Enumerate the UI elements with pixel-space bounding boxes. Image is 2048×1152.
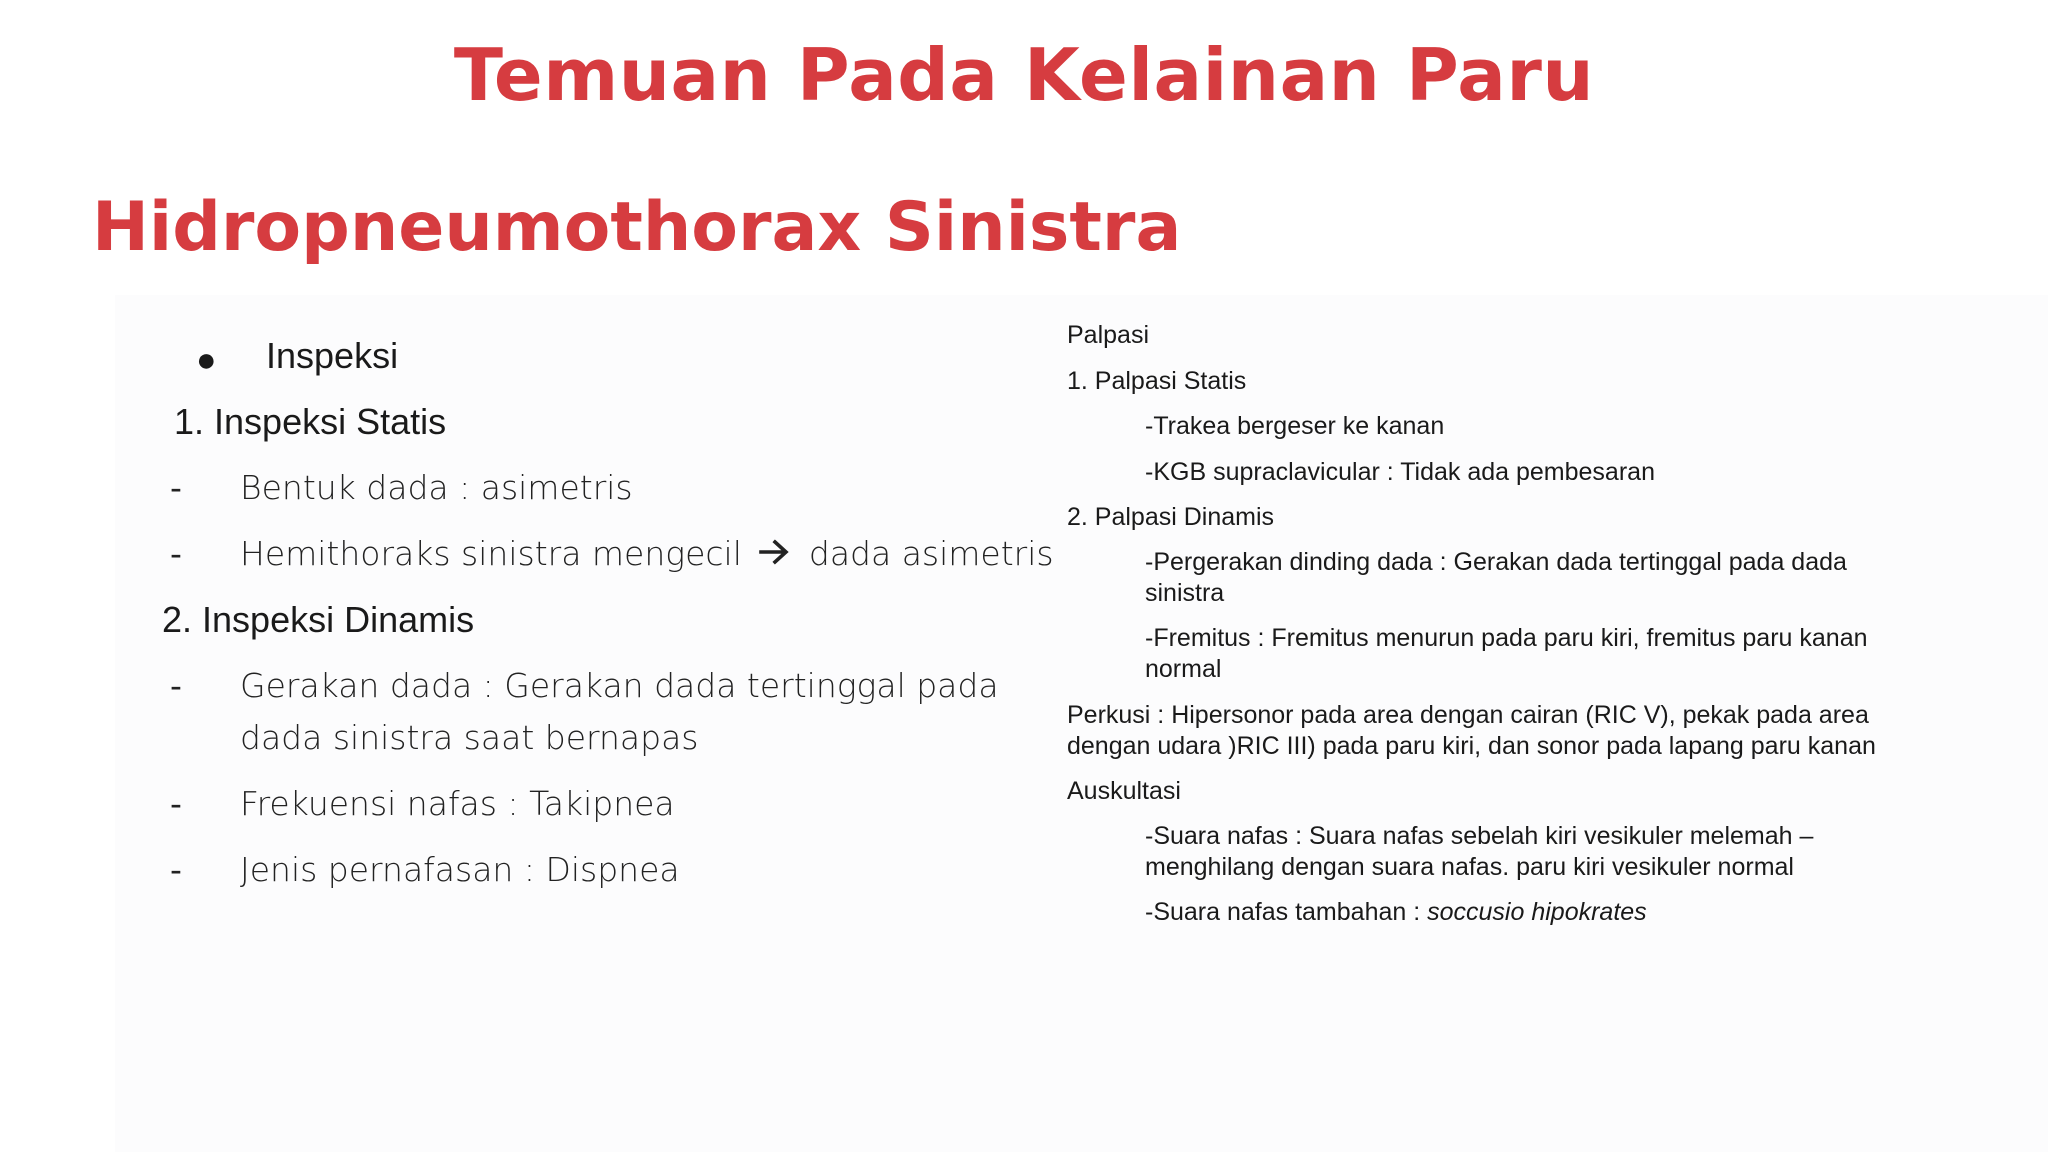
statis-item-hemithoraks xyxy=(240,532,1054,578)
perkusi-line2: dengan udara )RIC III) pada paru kiri, dan sonor pada lapang paru kanan xyxy=(1067,732,1876,760)
statis-item-bentuk: Bentuk dada : asimetris xyxy=(240,468,633,507)
arrow-right-icon xyxy=(758,534,792,578)
dash-marker: - xyxy=(170,468,182,507)
inspeksi-statis-heading: 1. Inspeksi Statis xyxy=(174,401,447,442)
slide-title: Temuan Pada Kelainan Paru xyxy=(453,33,1595,117)
dash-marker: - xyxy=(170,784,182,823)
dinamis-item-gerakan-line1: Gerakan dada : Gerakan dada tertinggal pada xyxy=(240,666,999,705)
inspeksi-dinamis-heading: 2. Inspeksi Dinamis xyxy=(162,599,475,640)
dada-asimetris-text: dada asimetris xyxy=(808,534,1054,573)
palpasi-dinamis-fremitus-line1: -Fremitus : Fremitus menurun pada paru kiri, fremitus paru kanan xyxy=(1145,624,1868,652)
auskultasi-suara-line2: menghilang dengan suara nafas. paru kiri vesikuler normal xyxy=(1145,853,1794,881)
dash-marker: - xyxy=(170,666,182,705)
palpasi-statis-heading: 1. Palpasi Statis xyxy=(1067,367,1247,395)
auskultasi-suara-line1: -Suara nafas : Suara nafas sebelah kiri vesikuler melemah – xyxy=(1145,822,1814,850)
bullet-icon: ● xyxy=(196,341,217,379)
dash-marker: - xyxy=(170,534,182,573)
dinamis-item-jenis: Jenis pernafasan : Dispnea xyxy=(240,850,680,889)
auskultasi-label: Auskultasi xyxy=(1067,777,1181,805)
hemithoraks-text: Hemithoraks sinistra mengecil xyxy=(240,534,742,573)
perkusi-line1: Perkusi : Hipersonor pada area dengan cairan (RIC V), pekak pada area xyxy=(1067,701,1869,729)
palpasi-dinamis-pergerakan-line1: -Pergerakan dinding dada : Gerakan dada tertinggal pada dada xyxy=(1145,548,1847,576)
palpasi-label: Palpasi xyxy=(1067,321,1149,349)
palpasi-statis-trakea: -Trakea bergeser ke kanan xyxy=(1145,412,1445,440)
inspeksi-label: Inspeksi xyxy=(266,335,399,376)
dinamis-item-frekuensi: Frekuensi nafas : Takipnea xyxy=(240,784,675,823)
dash-marker: - xyxy=(170,850,182,889)
palpasi-dinamis-pergerakan-line2: sinistra xyxy=(1145,579,1225,607)
tambahan-label: -Suara nafas tambahan : xyxy=(1145,898,1428,926)
dinamis-item-gerakan-line2: dada sinistra saat bernapas xyxy=(240,718,699,757)
palpasi-statis-kgb: -KGB supraclavicular : Tidak ada pembesaran xyxy=(1145,458,1655,486)
palpasi-dinamis-heading: 2. Palpasi Dinamis xyxy=(1067,503,1275,531)
tambahan-value: soccusio hipokrates xyxy=(1427,898,1647,926)
slide-subtitle: Hidropneumothorax Sinistra xyxy=(92,188,1182,267)
palpasi-dinamis-fremitus-line2: normal xyxy=(1145,655,1222,683)
auskultasi-tambahan xyxy=(1145,897,1647,928)
